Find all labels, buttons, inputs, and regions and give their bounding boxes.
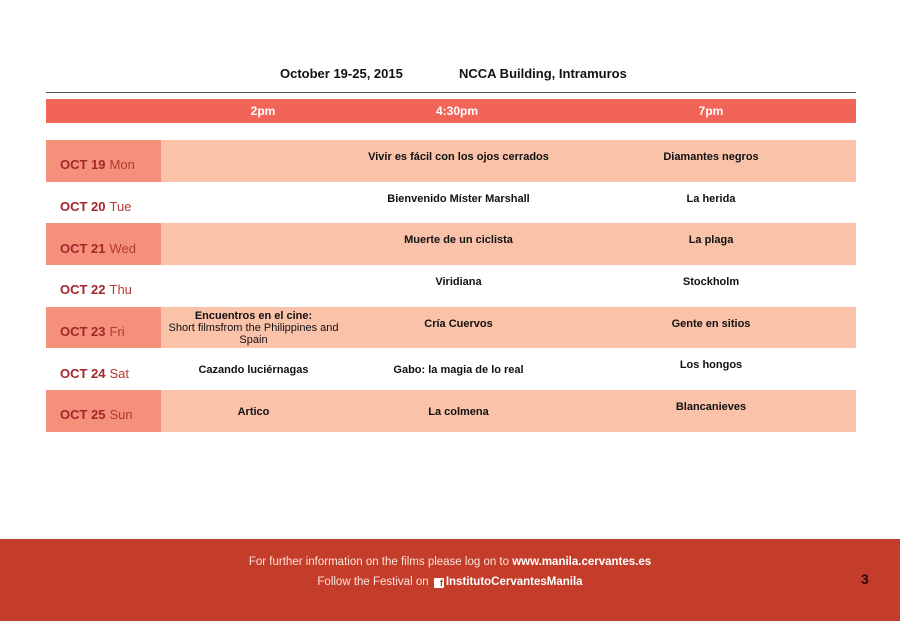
date-day: OCT 24 [60, 365, 106, 381]
schedule-title [0, 64, 900, 84]
date-day: OCT 21 [60, 240, 106, 256]
screening-2pm [166, 307, 341, 349]
screening-430pm: Vivir es fácil con los ojos cerrados [368, 151, 549, 163]
date-weekday: Wed [109, 240, 137, 256]
table-row [46, 307, 856, 349]
screening-7pm: La plaga [688, 234, 734, 247]
column-header-2pm: 2pm [250, 104, 276, 118]
date-weekday: Sun [109, 407, 133, 423]
festival-venue: NCCA Building, Intramuros [459, 66, 627, 81]
footer-info-line [0, 556, 900, 568]
screening-2pm [166, 140, 341, 182]
screening-subtitle: Short filmsfrom the Philippines and Spain [168, 321, 339, 346]
screening-430pm: Cría Cuervos [424, 317, 493, 330]
date-cell [46, 307, 161, 349]
screening-430pm: Gabo: la magia de lo real [393, 364, 524, 377]
table-row [46, 390, 856, 432]
date-cell [46, 390, 161, 432]
festival-dates: October 19-25, 2015 [280, 66, 403, 81]
date-day: OCT 19 [60, 157, 106, 173]
screening-7pm: Stockholm [682, 276, 740, 289]
column-header-430pm: 4:30pm [435, 104, 479, 118]
date-weekday: Mon [109, 157, 135, 173]
schedule-table [46, 140, 856, 432]
screening-430pm: Bienvenido Míster Marshall [387, 192, 530, 205]
table-row [46, 348, 856, 390]
screening-7pm: Gente en sitios [671, 317, 751, 330]
table-row [46, 265, 856, 307]
date-day: OCT 25 [60, 407, 106, 423]
footer-banner [0, 539, 900, 621]
screening-2pm [166, 223, 341, 265]
date-day: OCT 23 [60, 324, 106, 340]
table-row [46, 182, 856, 224]
screening-7pm: Blancanieves [675, 401, 747, 414]
date-weekday: Thu [109, 282, 132, 298]
screening-2pm: Artico [237, 406, 270, 419]
screening-7pm: Diamantes negros [663, 151, 759, 163]
screening-title: Encuentros en el cine: [194, 309, 313, 322]
screening-430pm: Muerte de un ciclista [404, 234, 513, 247]
date-cell [46, 182, 161, 224]
date-weekday: Sat [109, 365, 130, 381]
time-slot-header [46, 99, 856, 123]
date-day: OCT 20 [60, 199, 106, 215]
website-link[interactable]: www.manila.cervantes.es [512, 556, 652, 568]
screening-7pm: Los hongos [679, 359, 743, 372]
date-cell [46, 140, 161, 182]
date-cell [46, 223, 161, 265]
footer-follow-text: Follow the Festival on [317, 576, 432, 588]
date-weekday: Fri [109, 324, 125, 340]
page-number: 3 [861, 571, 869, 587]
footer-follow-line [0, 576, 900, 588]
title-divider [46, 92, 856, 93]
screening-2pm: Cazando luciérnagas [198, 364, 309, 377]
date-weekday: Tue [109, 199, 132, 215]
screening-430pm: Viridiana [435, 276, 482, 289]
screening-2pm [166, 182, 341, 224]
date-cell [46, 265, 161, 307]
facebook-handle-link[interactable]: InstitutoCervantesManila [445, 576, 583, 588]
facebook-icon: f [434, 578, 444, 588]
screening-2pm [166, 265, 341, 307]
screening-430pm: La colmena [428, 406, 489, 419]
footer-info-text: For further information on the films please log on to [248, 556, 513, 568]
screening-7pm: La herida [686, 192, 736, 205]
date-day: OCT 22 [60, 282, 106, 298]
table-row [46, 223, 856, 265]
column-header-7pm: 7pm [698, 104, 724, 118]
table-row [46, 140, 856, 182]
date-cell [46, 348, 161, 390]
